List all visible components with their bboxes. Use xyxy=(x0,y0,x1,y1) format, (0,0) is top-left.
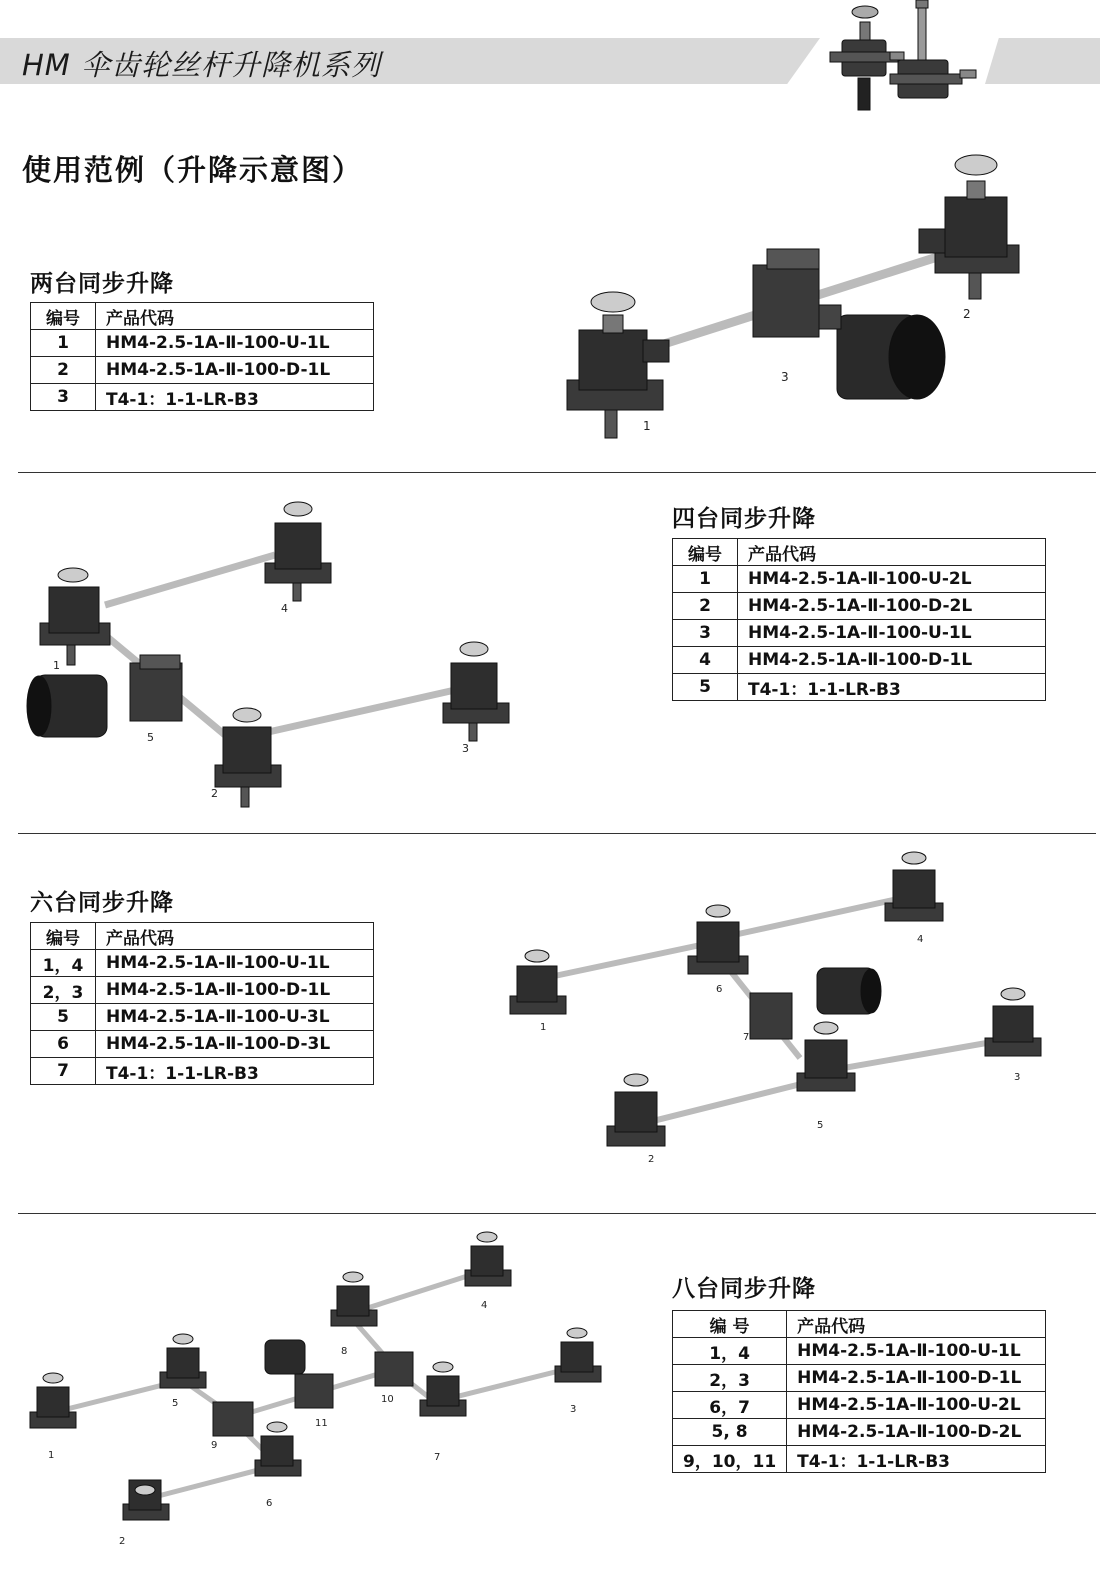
row-no: 1 xyxy=(673,566,738,593)
column-header-no: 编号 xyxy=(31,923,96,950)
row-code: T4-1：1-1-LR-B3 xyxy=(96,384,374,411)
diagram-label: 10 xyxy=(381,1394,394,1405)
column-header-no: 编 号 xyxy=(673,1311,787,1338)
row-no: 6 xyxy=(31,1031,96,1058)
diagram-label: 5 xyxy=(817,1120,824,1131)
table-header-row xyxy=(31,923,374,950)
row-code: HM4-2.5-1A-Ⅱ-100-D-1L xyxy=(96,977,374,1004)
table-row xyxy=(31,1004,374,1031)
diagram-label: 1 xyxy=(643,419,651,433)
row-no: 5 xyxy=(673,674,738,701)
row-no: 2 xyxy=(673,593,738,620)
table-row xyxy=(673,1446,1046,1473)
row-code: HM4-2.5-1A-Ⅱ-100-D-3L xyxy=(96,1031,374,1058)
row-no: 9，10，11 xyxy=(673,1446,787,1473)
row-no: 5, 8 xyxy=(673,1419,787,1446)
row-code: T4-1：1-1-LR-B3 xyxy=(738,674,1046,701)
diagram-label: 4 xyxy=(281,602,288,615)
table-header-row xyxy=(673,1311,1046,1338)
table-row xyxy=(31,1058,374,1085)
column-header-code: 产品代码 xyxy=(96,923,374,950)
diagram-label: 4 xyxy=(917,934,924,945)
diagram-label: 7 xyxy=(743,1032,750,1043)
diagram-label: 11 xyxy=(315,1418,328,1429)
diagram-label: 5 xyxy=(172,1398,179,1409)
row-code: T4-1：1-1-LR-B3 xyxy=(96,1058,374,1085)
diagram-label: 3 xyxy=(781,370,789,384)
row-no: 1 xyxy=(31,330,96,357)
row-no: 3 xyxy=(31,384,96,411)
table-row xyxy=(31,384,374,411)
table-row xyxy=(673,1365,1046,1392)
spec-table-six xyxy=(30,922,374,1085)
row-no: 7 xyxy=(31,1058,96,1085)
diagram-label: 5 xyxy=(147,731,154,744)
spec-table-eight xyxy=(672,1310,1046,1473)
column-header-code: 产品代码 xyxy=(738,539,1046,566)
column-header-no: 编号 xyxy=(673,539,738,566)
diagram-label: 3 xyxy=(1014,1072,1021,1083)
diagram-label: 2 xyxy=(648,1154,655,1165)
table-row xyxy=(31,330,374,357)
row-no: 4 xyxy=(673,647,738,674)
section-divider xyxy=(18,1213,1096,1214)
section-divider xyxy=(18,833,1096,834)
row-code: HM4-2.5-1A-Ⅱ-100-D-1L xyxy=(787,1365,1046,1392)
table-row xyxy=(673,620,1046,647)
diagram-label: 7 xyxy=(434,1452,441,1463)
row-no: 2，3 xyxy=(31,977,96,1004)
row-code: HM4-2.5-1A-Ⅱ-100-U-2L xyxy=(787,1392,1046,1419)
row-code: HM4-2.5-1A-Ⅱ-100-U-1L xyxy=(738,620,1046,647)
diagram-label: 8 xyxy=(341,1346,348,1357)
table-row xyxy=(673,647,1046,674)
page-title: 使用范例（升降示意图） xyxy=(22,153,364,187)
column-header-code: 产品代码 xyxy=(787,1311,1046,1338)
row-code: HM4-2.5-1A-Ⅱ-100-D-1L xyxy=(738,647,1046,674)
row-no: 1，4 xyxy=(31,950,96,977)
diagram-label: 1 xyxy=(53,659,60,672)
row-code: HM4-2.5-1A-Ⅱ-100-U-1L xyxy=(96,330,374,357)
diagram-four-units xyxy=(25,495,525,815)
diagram-label: 6 xyxy=(266,1498,273,1509)
diagram-label: 9 xyxy=(211,1440,218,1451)
spec-table-four xyxy=(672,538,1046,701)
section-title-six: 六台同步升降 xyxy=(30,890,174,916)
row-code: T4-1：1-1-LR-B3 xyxy=(787,1446,1046,1473)
diagram-label: 2 xyxy=(119,1536,126,1547)
table-row xyxy=(31,977,374,1004)
diagram-label: 6 xyxy=(716,984,723,995)
table-row xyxy=(673,674,1046,701)
table-header-row xyxy=(31,303,374,330)
table-row xyxy=(673,1392,1046,1419)
row-code: HM4-2.5-1A-Ⅱ-100-D-2L xyxy=(787,1419,1046,1446)
diagram-label: 4 xyxy=(481,1300,488,1311)
row-code: HM4-2.5-1A-Ⅱ-100-D-2L xyxy=(738,593,1046,620)
section-title-four: 四台同步升降 xyxy=(672,506,816,532)
row-code: HM4-2.5-1A-Ⅱ-100-D-1L xyxy=(96,357,374,384)
row-no: 5 xyxy=(31,1004,96,1031)
diagram-label: 2 xyxy=(211,787,218,800)
table-row xyxy=(673,1338,1046,1365)
spec-table-two xyxy=(30,302,374,411)
diagram-label: 2 xyxy=(963,307,971,321)
diagram-label: 3 xyxy=(462,742,469,755)
row-code: HM4-2.5-1A-Ⅱ-100-U-2L xyxy=(738,566,1046,593)
row-no: 3 xyxy=(673,620,738,647)
diagram-label: 1 xyxy=(48,1450,55,1461)
table-header-row xyxy=(673,539,1046,566)
row-code: HM4-2.5-1A-Ⅱ-100-U-3L xyxy=(96,1004,374,1031)
row-code: HM4-2.5-1A-Ⅱ-100-U-1L xyxy=(787,1338,1046,1365)
table-row xyxy=(673,593,1046,620)
series-title: HM 伞齿轮丝杆升降机系列 xyxy=(22,48,382,82)
section-divider xyxy=(18,472,1096,473)
column-header-code: 产品代码 xyxy=(96,303,374,330)
table-row xyxy=(673,566,1046,593)
table-row xyxy=(673,1419,1046,1446)
diagram-label: 3 xyxy=(570,1404,577,1415)
header-product-image xyxy=(820,0,990,112)
header-banner-right xyxy=(985,38,1100,84)
table-row xyxy=(31,1031,374,1058)
column-header-no: 编号 xyxy=(31,303,96,330)
diagram-eight-units xyxy=(25,1232,615,1572)
diagram-six-units xyxy=(505,848,1050,1178)
row-code: HM4-2.5-1A-Ⅱ-100-U-1L xyxy=(96,950,374,977)
section-title-two: 两台同步升降 xyxy=(30,271,174,297)
row-no: 2，3 xyxy=(673,1365,787,1392)
row-no: 6，7 xyxy=(673,1392,787,1419)
table-row xyxy=(31,950,374,977)
diagram-two-units xyxy=(555,145,1035,445)
diagram-label: 1 xyxy=(540,1022,547,1033)
row-no: 1，4 xyxy=(673,1338,787,1365)
table-row xyxy=(31,357,374,384)
section-title-eight: 八台同步升降 xyxy=(672,1276,816,1302)
row-no: 2 xyxy=(31,357,96,384)
